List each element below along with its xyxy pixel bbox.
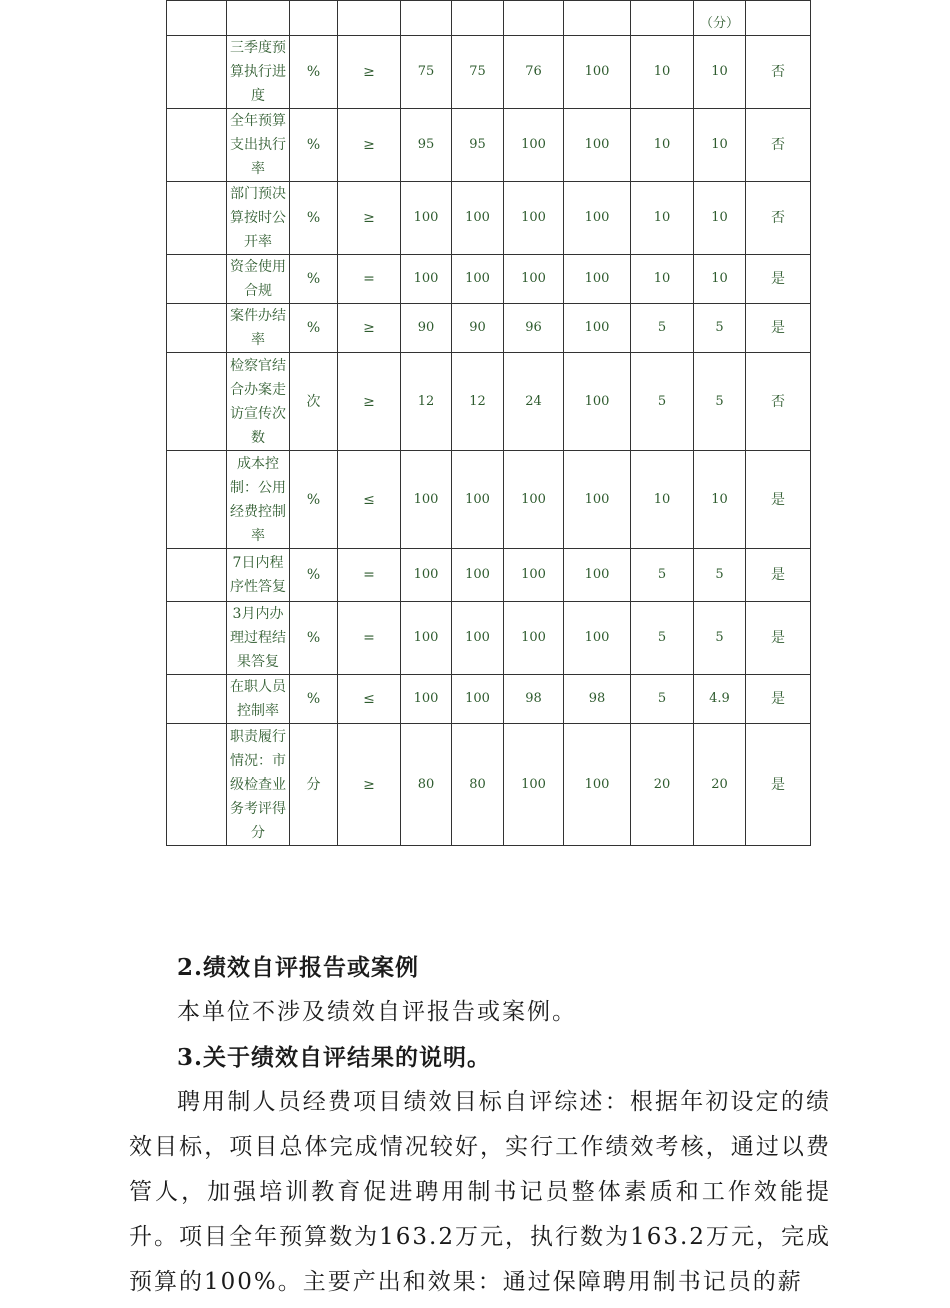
cell-rate: 100 [564,304,631,353]
cell-score: 10 [694,451,746,549]
cell-target: 100 [452,602,504,675]
cell-name: 检察官结合办案走访宣传次数 [227,353,290,451]
cell-rate: 100 [564,724,631,846]
cell-score: 10 [694,36,746,109]
cell-flag: 是 [746,255,811,304]
cell-flag: 是 [746,602,811,675]
cell-unit: % [290,675,338,724]
table-row [167,182,811,255]
cell-score: 5 [694,549,746,602]
cell-rate: 100 [564,255,631,304]
cell-annual: 12 [401,353,452,451]
score-header-fragment: （分） [694,1,746,36]
cell-annual: 80 [401,724,452,846]
cell-unit: % [290,109,338,182]
cell-unit: % [290,549,338,602]
cell-actual: 100 [504,724,564,846]
cell-score: 5 [694,304,746,353]
cell-op: = [338,602,401,675]
indicator-category-cell [167,451,227,549]
cell-annual: 75 [401,36,452,109]
table-row [167,602,811,675]
section-3-heading: 3.关于绩效自评结果的说明。 [177,1044,492,1071]
cell-op: ≥ [338,353,401,451]
cell-actual: 76 [504,36,564,109]
cell-weight: 5 [631,549,694,602]
cell-flag: 是 [746,304,811,353]
cell-annual: 100 [401,675,452,724]
cell-rate: 100 [564,36,631,109]
cell-name: 职责履行情况：市级检查业务考评得分 [227,724,290,846]
cell-target: 100 [452,451,504,549]
table-row [167,675,811,724]
cell-op: ≥ [338,724,401,846]
cell-target: 100 [452,675,504,724]
cell-weight: 5 [631,675,694,724]
indicator-category-cell [167,724,227,846]
cell-op: ≤ [338,451,401,549]
cell-score: 10 [694,109,746,182]
cell-weight: 20 [631,724,694,846]
cell-weight: 10 [631,255,694,304]
table-row [167,724,811,846]
cell-unit: 分 [290,724,338,846]
cell-weight: 10 [631,36,694,109]
indicator-category-cell [167,549,227,602]
table-header-row [167,1,811,36]
cell-annual: 100 [401,549,452,602]
cell-unit: % [290,182,338,255]
cell-flag: 是 [746,675,811,724]
cell-op: ≥ [338,304,401,353]
cell-rate: 100 [564,182,631,255]
cell-rate: 100 [564,353,631,451]
indicator-category-cell [167,255,227,304]
indicator-category-cell [167,304,227,353]
document-body [129,945,831,1305]
cell-name: 部门预决算按时公开率 [227,182,290,255]
cell-target: 100 [452,549,504,602]
cell-target: 12 [452,353,504,451]
cell-target: 80 [452,724,504,846]
cell-weight: 10 [631,451,694,549]
cell-weight: 5 [631,304,694,353]
cell-score: 5 [694,602,746,675]
cell-name: 3月内办理过程结果答复 [227,602,290,675]
cell-unit: % [290,304,338,353]
indicator-category-cell [167,36,227,109]
cell-flag: 是 [746,724,811,846]
cell-rate: 100 [564,109,631,182]
cell-weight: 10 [631,109,694,182]
cell-annual: 90 [401,304,452,353]
indicator-category-cell [167,675,227,724]
section-3-body: 聘用制人员经费项目绩效目标自评综述：根据年初设定的绩效目标，项目总体完成情况较好，实行工作绩效考核，通过以费管人，加强培训教育促进聘用制书记员整体素质和工作效能提升。项目全年预算数为163.2万元，执行数为163.2万元，完成预算的100%。主要产出和效果：通过保障聘用制书记员的薪 [129,1089,831,1295]
cell-score: 4.9 [694,675,746,724]
cell-flag: 否 [746,182,811,255]
cell-name: 资金使用合规 [227,255,290,304]
cell-weight: 10 [631,182,694,255]
table-row [167,549,811,602]
cell-actual: 100 [504,451,564,549]
cell-score: 20 [694,724,746,846]
indicator-category-cell [167,353,227,451]
cell-name: 全年预算支出执行率 [227,109,290,182]
section-2-heading: 2.绩效自评报告或案例 [177,954,420,981]
cell-score: 10 [694,255,746,304]
cell-score: 5 [694,353,746,451]
cell-annual: 100 [401,602,452,675]
cell-actual: 100 [504,602,564,675]
cell-actual: 100 [504,549,564,602]
cell-actual: 100 [504,109,564,182]
cell-rate: 98 [564,675,631,724]
cell-target: 100 [452,255,504,304]
cell-name: 三季度预算执行进度 [227,36,290,109]
cell-unit: 次 [290,353,338,451]
table-row [167,451,811,549]
cell-target: 95 [452,109,504,182]
cell-flag: 是 [746,451,811,549]
cell-weight: 5 [631,602,694,675]
cell-flag: 是 [746,549,811,602]
cell-unit: % [290,602,338,675]
cell-name: 7日内程序性答复 [227,549,290,602]
cell-actual: 96 [504,304,564,353]
cell-op: = [338,549,401,602]
section-2-body: 本单位不涉及绩效自评报告或案例。 [177,999,577,1025]
cell-rate: 100 [564,549,631,602]
cell-flag: 否 [746,36,811,109]
cell-weight: 5 [631,353,694,451]
cell-actual: 100 [504,255,564,304]
cell-rate: 100 [564,451,631,549]
cell-name: 案件办结率 [227,304,290,353]
cell-target: 90 [452,304,504,353]
indicator-category-cell [167,109,227,182]
cell-actual: 98 [504,675,564,724]
cell-op: ≥ [338,109,401,182]
table-row [167,353,811,451]
cell-target: 100 [452,182,504,255]
table-row [167,304,811,353]
cell-annual: 100 [401,182,452,255]
cell-target: 75 [452,36,504,109]
table-row [167,36,811,109]
performance-indicator-table [166,0,811,846]
cell-unit: % [290,451,338,549]
cell-op: ≥ [338,182,401,255]
cell-actual: 100 [504,182,564,255]
cell-name: 在职人员控制率 [227,675,290,724]
cell-score: 10 [694,182,746,255]
cell-annual: 95 [401,109,452,182]
cell-op: = [338,255,401,304]
indicator-category-cell [167,182,227,255]
cell-name: 成本控制：公用经费控制率 [227,451,290,549]
cell-rate: 100 [564,602,631,675]
indicator-category-cell [167,602,227,675]
cell-annual: 100 [401,451,452,549]
cell-actual: 24 [504,353,564,451]
table-row [167,255,811,304]
table-row [167,109,811,182]
cell-op: ≥ [338,36,401,109]
cell-op: ≤ [338,675,401,724]
cell-flag: 否 [746,109,811,182]
cell-unit: % [290,255,338,304]
cell-unit: % [290,36,338,109]
cell-annual: 100 [401,255,452,304]
cell-flag: 否 [746,353,811,451]
